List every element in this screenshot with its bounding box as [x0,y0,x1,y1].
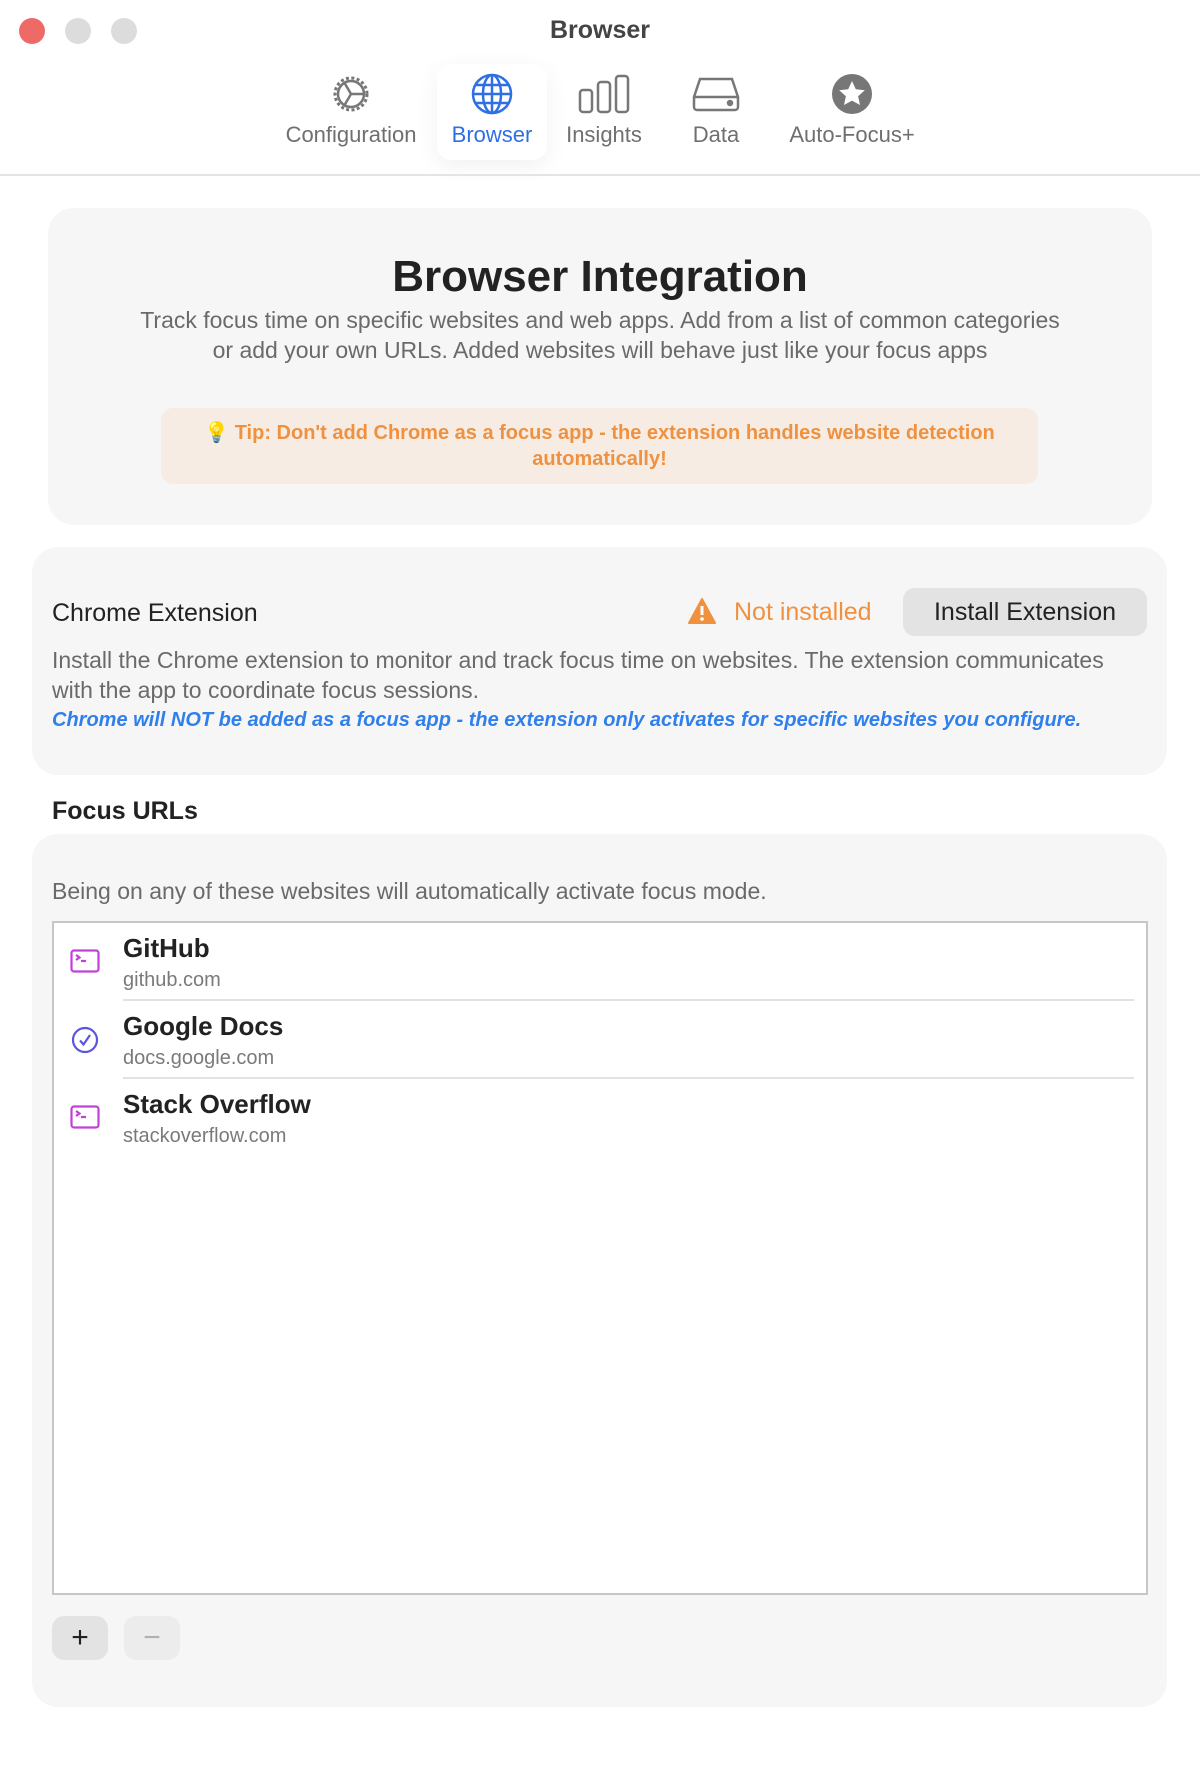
remove-url-button[interactable]: − [124,1616,180,1660]
tab-browser[interactable] [437,64,547,160]
add-url-button[interactable]: + [52,1616,108,1660]
tab-label: Auto-Focus+ [789,122,915,147]
item-url: stackoverflow.com [123,1125,287,1147]
tab-label: Insights [566,122,642,147]
item-name: Google Docs [123,1011,284,1041]
warning-icon [687,597,717,630]
item-url: docs.google.com [123,1047,275,1069]
focus-urls-heading: Focus URLs [52,797,198,825]
terminal-icon [70,1105,100,1134]
tab-configuration[interactable] [272,64,430,160]
item-name: Stack Overflow [123,1089,311,1119]
lightbulb-icon: 💡 [204,422,230,444]
extension-note: Chrome will NOT be added as a focus app - the extension only activates for specific websites you configure. [52,709,1082,731]
tab-label: Browser [451,122,533,147]
extension-description: Install the Chrome extension to monitor and track focus time on websites. The extension communicates with the app to coordinate focus sessions. [52,647,1104,703]
bar-chart-icon [556,64,652,114]
globe-icon [437,64,547,114]
drive-icon [670,64,762,114]
item-url: github.com [123,969,221,991]
tip-banner [161,408,1038,484]
item-name: GitHub [123,933,210,963]
list-item[interactable] [54,923,1146,1001]
checkmark-circle-icon [71,1026,99,1059]
tab-auto-focus-plus[interactable] [780,64,924,160]
list-item[interactable] [54,1079,1146,1157]
gear-icon [272,64,430,114]
tab-label: Data [692,122,740,147]
tab-label: Configuration [285,122,417,147]
extension-label: Chrome Extension [52,599,258,627]
focus-urls-description: Being on any of these websites will automatically activate focus mode. [52,878,767,904]
toolbar-divider [0,174,1200,176]
intro-description: Track focus time on specific websites and web apps. Add from a list of common categories or add your own URLs. Added websites will behave just like your focus apps [140,307,1060,363]
list-item[interactable] [54,1001,1146,1079]
chrome-extension-card [32,547,1167,775]
focus-url-list[interactable] [52,921,1148,1595]
tab-insights[interactable] [556,64,652,160]
extension-status: Not installed [734,598,872,626]
window-title: Browser [549,16,651,44]
terminal-icon [70,949,100,978]
tab-data[interactable] [670,64,762,160]
tip-text: Tip: Don't add Chrome as a focus app - the extension handles website detection automatically! [234,422,995,470]
page-title: Browser Integration [392,252,808,301]
install-extension-button[interactable]: Install Extension [903,588,1147,636]
star-circle-icon [780,64,924,114]
